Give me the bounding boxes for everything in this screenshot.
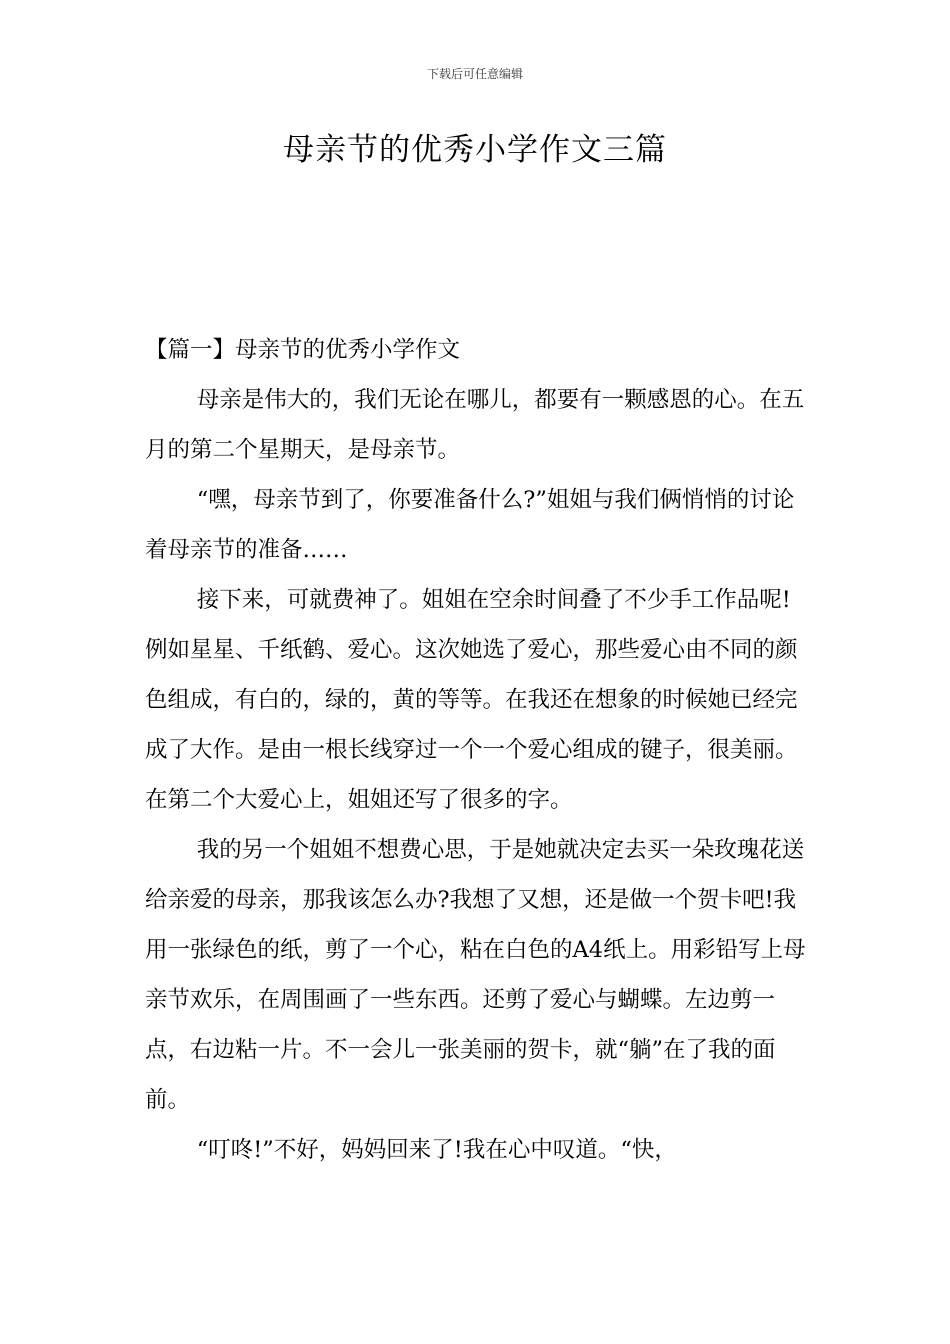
paragraph-2: “嘿，母亲节到了，你要准备什么?”姐姐与我们俩悄悄的讨论着母亲节的准备……: [145, 487, 795, 563]
header-note: 下载后可任意编辑: [426, 67, 523, 81]
section-heading: 【篇一】母亲节的优秀小学作文: [145, 337, 461, 363]
paragraph-4: 我的另一个姐姐不想费心思，于是她就决定去买一朵玫瑰花送给亲爱的母亲，那我该怎么办?我想了又想，还是做一个贺卡吧!我用一张绿色的纸，剪了一个心，粘在白色的A4纸上。用彩铅写上母亲节欢乐，在周围画了一些东西。还剪了爱心与蝴蝶。左边剪一点，右边粘一片。不一会儿一张美丽的贺卡，就“躺”在了我的面前。: [145, 837, 806, 1113]
document-title: 母亲节的优秀小学作文三篇: [283, 132, 667, 168]
document-body: [145, 325, 810, 1175]
paragraph-5: “叮咚!”不好，妈妈回来了!我在心中叹道。“快，: [196, 1137, 677, 1163]
paragraph-3: 接下来，可就费神了。姐姐在空余时间叠了不少手工作品呢!例如星星、千纸鹤、爱心。这次她选了爱心，那些爱心由不同的颜色组成，有白的，绿的，黄的等等。在我还在想象的时候她已经完成了大作。是由一根长线穿过一个一个爱心组成的键子，很美丽。在第二个大爱心上，姐姐还写了很多的字。: [145, 587, 798, 813]
paragraph-1: 母亲是伟大的，我们无论在哪儿，都要有一颗感恩的心。在五月的第二个星期天，是母亲节。: [145, 387, 805, 463]
